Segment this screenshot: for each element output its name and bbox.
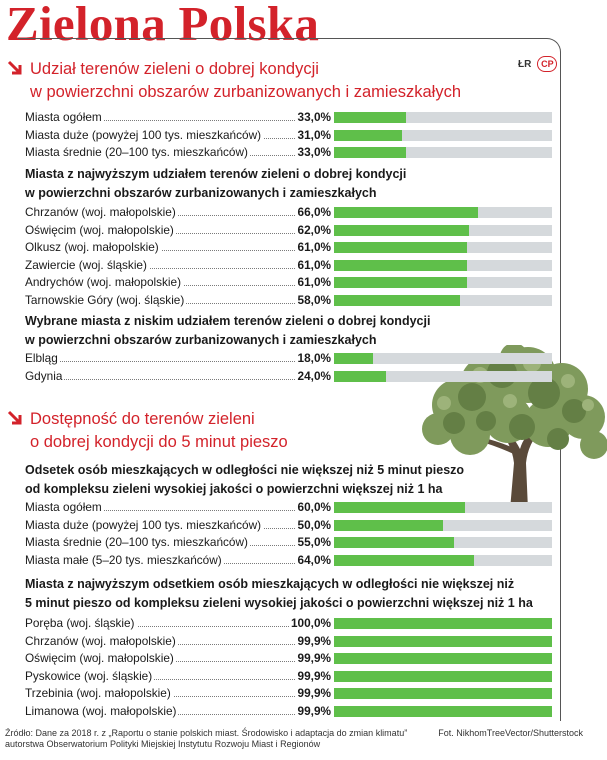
bar [334,277,467,288]
photo-credit: Fot. NikhomTreeVector/Shutterstock [438,728,583,738]
bar-label: Trzebinia (woj. małopolskie) [25,686,171,700]
bar-row [25,292,553,309]
bar-row [25,685,553,702]
bar-track [334,688,552,699]
bar [334,555,474,566]
bar-row [25,534,553,551]
bar-value-label: 99,9% [297,686,331,700]
bar-label: Gdynia [25,368,63,383]
bar-label: Miasta duże (powyżej 100 tys. mieszkańców) [25,127,262,142]
bar-row [25,204,553,221]
bar-value-label: 64,0% [297,552,331,567]
bar-value-label: 24,0% [297,368,331,383]
bar-label: Miasta małe (5–20 tys. mieszkańców) [25,552,222,567]
bar [334,688,552,699]
bar-track [334,353,552,364]
bar-row [25,633,553,650]
bar-value-label: 33,0% [297,145,331,159]
bar [334,671,552,682]
bar-row [25,703,553,720]
bar-track [334,225,552,236]
bar-value-label: 50,0% [297,517,331,532]
bar-track [334,706,552,717]
bar-value-label: 66,0% [297,205,331,219]
bar-track [334,295,552,306]
bar-track [334,147,552,158]
leader-dots [25,361,325,362]
bar-value-label: 62,0% [297,222,331,237]
bar-value-label: 100,0% [290,616,331,630]
chart-3-title-line1: Wybrane miasta z niskim udziałem terenów zieleni o dobrej kondycji [25,314,431,328]
bar-value-label: 99,9% [297,668,331,683]
bar [334,520,443,531]
bar-value-label: 55,0% [297,535,331,549]
bar [334,502,465,513]
bar-value-label: 33,0% [297,110,331,124]
arrow-down-right-icon [6,60,22,76]
bar-track [334,537,552,548]
bar [334,636,552,647]
bar-row [25,668,553,685]
bar-label: Oświęcim (woj. małopolskie) [25,222,174,237]
bar [334,207,478,218]
bar-label: Miasta duże (powyżej 100 tys. mieszkańców) [25,517,262,532]
bar-label: Oświęcim (woj. małopolskie) [25,651,174,665]
bar-track [334,207,552,218]
bar [334,353,373,364]
leader-dots [25,379,325,380]
bar-track [334,277,552,288]
bar-row [25,368,553,385]
bar-row [25,239,553,256]
bar-row [25,222,553,239]
bar-track [334,260,552,271]
bar-label: Miasta średnie (20–100 tys. mieszkańców) [25,145,248,159]
publisher-logo [518,56,557,72]
chart-2-title-line1: Miasta z najwyższym udziałem terenów zieleni o dobrej kondycji [25,167,407,181]
bar [334,706,552,717]
bar-row [25,127,553,144]
bar-label: Poręba (woj. śląskie) [25,616,135,630]
bar-label: Chrzanów (woj. małopolskie) [25,205,176,219]
bar-label: Miasta ogółem [25,500,102,514]
source-note-line1: Źródło: Dane za 2018 r. z „Raportu o stanie polskich miast. Środowisko i adaptacja do zmian klimatu” [5,728,408,738]
bar-track [334,555,552,566]
bar-value-label: 61,0% [297,275,331,289]
bar-row [25,109,553,126]
source-note-line2: autorstwa Obserwatorium Polityki Miejskiej Instytutu Rozwoju Miast i Regionów [5,739,321,749]
chart-4-title [25,461,464,499]
page-title: Zielona Polska [6,0,320,51]
bar [334,112,406,123]
bar-value-label: 60,0% [297,500,331,514]
bar-label: Olkusz (woj. małopolskie) [25,240,159,254]
bar-track [334,618,552,629]
bar [334,295,460,306]
bar [334,225,469,236]
bar-track [334,371,552,382]
section-1-title-line1: Udział terenów zieleni o dobrej kondycji [30,60,319,78]
chart-2-title [25,165,406,203]
chart-2-title-line2: w powierzchni obszarów zurbanizowanych i zamieszkałych [25,186,377,200]
bar [334,242,467,253]
bar-row [25,615,553,632]
chart-4-title-line2: od kompleksu zieleni wysokiej jakości o powierzchni większej niż 1 ha [25,482,443,496]
bar-label: Pyskowice (woj. śląskie) [25,668,153,683]
bar-label: Miasta ogółem [25,110,102,124]
bar-value-label: 61,0% [297,240,331,254]
bar [334,371,386,382]
logo-text: ŁR [518,59,532,70]
bar-label: Elbląg [25,351,58,365]
bar [334,618,552,629]
bar [334,537,454,548]
bar-label: Chrzanów (woj. małopolskie) [25,633,176,648]
bar [334,260,467,271]
bar [334,147,406,158]
bar-value-label: 99,9% [297,703,331,718]
bar-row [25,552,553,569]
section-1-title-line2: w powierzchni obszarów zurbanizowanych i zamieszkałych [30,83,462,101]
bar-row [25,274,553,291]
bar-value-label: 18,0% [297,351,331,365]
bar-label: Zawiercie (woj. śląskie) [25,257,147,272]
bar-value-label: 31,0% [297,127,331,142]
arrow-down-right-icon [6,410,22,426]
bar-track [334,242,552,253]
bar [334,130,402,141]
bar-row [25,517,553,534]
section-2-title-line1: Dostępność do terenów zieleni [30,410,255,428]
logo-badge: CP [537,56,557,72]
bar-track [334,130,552,141]
chart-5-title-line2: 5 minut pieszo od kompleksu zieleni wysokiej jakości o powierzchni większej niż 1 ha [25,596,533,610]
chart-5-title [25,575,533,613]
bar-value-label: 99,9% [297,633,331,648]
bar [334,653,552,664]
section-2-title-line2: o dobrej kondycji do 5 minut pieszo [30,433,288,451]
bar-label: Tarnowskie Góry (woj. śląskie) [25,292,185,307]
bar-label: Miasta średnie (20–100 tys. mieszkańców) [25,535,248,549]
bar-track [334,671,552,682]
bar-track [334,636,552,647]
bar-track [334,520,552,531]
chart-4-title-line1: Odsetek osób mieszkających w odległości nie większej niż 5 minut pieszo [25,463,465,477]
bar-label: Limanowa (woj. małopolskie) [25,703,177,718]
bar-row [25,499,553,516]
bar-row [25,144,553,161]
bar-value-label: 99,9% [297,651,331,665]
chart-5-title-line1: Miasta z najwyższym odsetkiem osób mieszkających w odległości nie większej niż [25,577,515,591]
chart-3-title [25,312,430,350]
bar-value-label: 61,0% [297,257,331,272]
bar-track [334,502,552,513]
bar-row [25,350,553,367]
chart-3-title-line2: w powierzchni obszarów zurbanizowanych i zamieszkałych [25,333,377,347]
bar-row [25,257,553,274]
bar-track [334,112,552,123]
bar-track [334,653,552,664]
bar-row [25,650,553,667]
bar-label: Andrychów (woj. małopolskie) [25,275,182,289]
bar-value-label: 58,0% [297,292,331,307]
